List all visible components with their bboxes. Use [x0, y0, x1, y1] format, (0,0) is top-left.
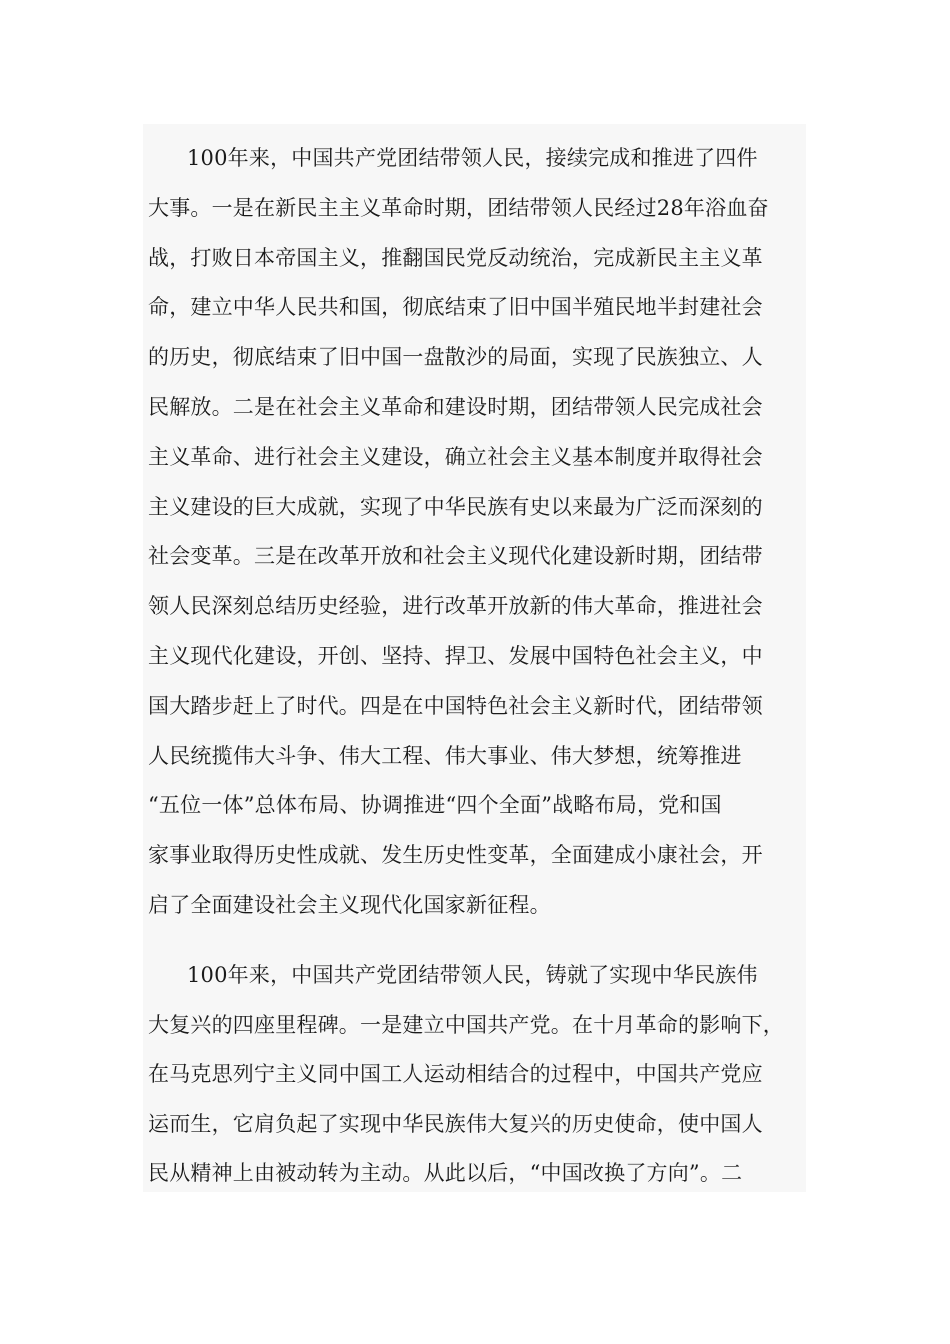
paragraph-line: 领人民深刻总结历史经验，进行改革开放新的伟大革命，推进社会: [148, 594, 763, 619]
text-block: [143, 124, 806, 1192]
paragraph-line: 人民统揽伟大斗争、伟大工程、伟大事业、伟大梦想，统筹推进: [148, 743, 742, 768]
paragraph-line: 在马克思列宁主义同中国工人运动相结合的过程中，中国共产党应: [148, 1062, 763, 1086]
paragraph-line: 大复兴的四座里程碑。一是建立中国共产党。在十月革命的影响下，: [148, 1012, 784, 1037]
paragraph-line: 运而生，它肩负起了实现中华民族伟大复兴的历史使命，使中国人: [148, 1111, 763, 1136]
paragraph-line: 启了全面建设社会主义现代化国家新征程。: [148, 892, 551, 917]
paragraph-line: 大事。一是在新民主主义革命时期，团结带领人民经过28年浴血奋: [148, 195, 769, 220]
paragraph-line: 100年来，中国共产党团结带领人民，铸就了实现中华民族伟: [187, 963, 758, 987]
paragraph-2: [143, 951, 806, 1199]
paragraph-line: “五位一体”总体布局、协调推进“四个全面”战略布局，党和国: [148, 793, 722, 818]
paragraph-line: 主义建设的巨大成就，实现了中华民族有史以来最为广泛而深刻的: [148, 494, 763, 519]
paragraph-line: 民从精神上由被动转为主动。从此以后，“中国改换了方向”。二: [148, 1161, 743, 1185]
paragraph-line: 命，建立中华人民共和国，彻底结束了旧中国半殖民地半封建社会: [148, 295, 763, 320]
paragraph-line: 战，打败日本帝国主义，推翻国民党反动统治，完成新民主主义革: [148, 245, 763, 270]
paragraph-line: 社会变革。三是在改革开放和社会主义现代化建设新时期，团结带: [148, 544, 763, 569]
paragraph-line: 主义革命、进行社会主义建设，确立社会主义基本制度并取得社会: [148, 444, 763, 469]
paragraph-line: 国大踏步赶上了时代。四是在中国特色社会主义新时代，团结带领: [148, 693, 763, 718]
paragraph-line: 的历史，彻底结束了旧中国一盘散沙的局面，实现了民族独立、人: [148, 345, 763, 370]
paragraph-line: 家事业取得历史性成就、发生历史性变革，全面建成小康社会，开: [148, 843, 763, 868]
paragraph-line: 主义现代化建设，开创、坚持、捍卫、发展中国特色社会主义，中: [148, 643, 763, 668]
paragraph-line: 100年来，中国共产党团结带领人民，接续完成和推进了四件: [187, 146, 758, 170]
paragraph-line: 民解放。二是在社会主义革命和建设时期，团结带领人民完成社会: [148, 394, 763, 419]
paragraph-1: [143, 134, 806, 931]
